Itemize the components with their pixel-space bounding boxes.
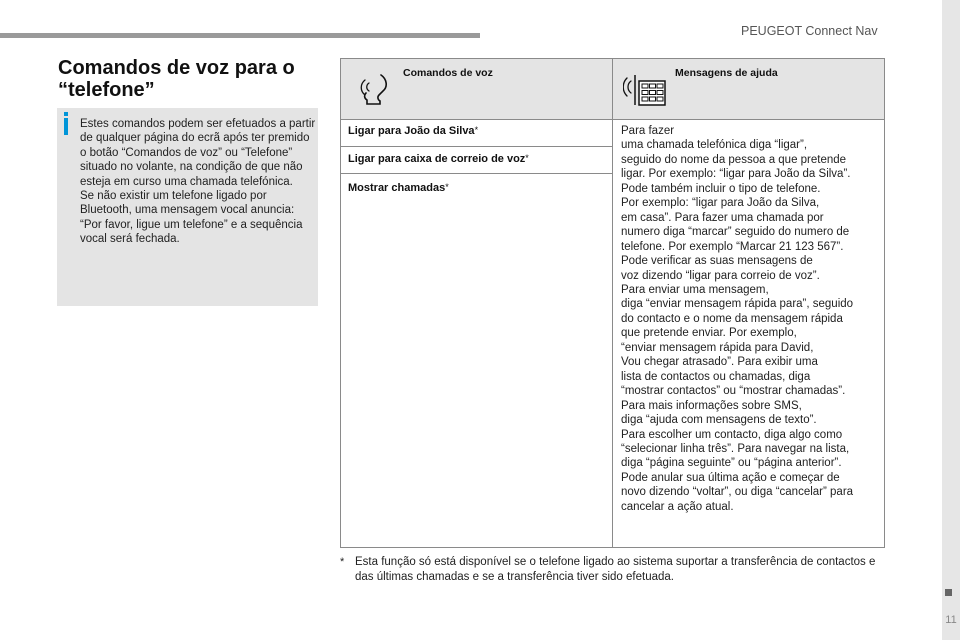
footnote-marker: * <box>340 556 345 568</box>
section-title: Comandos de voz para o “telefone” <box>58 57 295 101</box>
footnote-marker: * <box>445 182 449 192</box>
info-box <box>57 108 318 306</box>
footnote-marker: * <box>525 153 529 163</box>
page-marker-square <box>945 589 952 596</box>
voice-commands-table <box>340 58 885 548</box>
table-header-help <box>613 59 884 119</box>
command-label: Ligar para João da Silva <box>348 125 475 137</box>
command-row <box>348 153 529 165</box>
header-rule <box>0 33 480 38</box>
header-title: PEUGEOT Connect Nav <box>741 24 878 38</box>
column-divider <box>612 119 613 547</box>
info-text: Estes comandos podem ser efetuados a partir de qualquer página do ecrã após ter premido o botão “Comandos de voz” ou “Telefone” situado no volante, na condição de que não esteja em curso uma chamada telefónica. Se não existir um telefone ligado por Bluetooth, uma mensagem vocal anuncia: “Por favor, ligue um telefone” e a sequência vocal será fechada. <box>80 118 316 246</box>
info-icon-dot <box>64 112 68 116</box>
table-header-label: Comandos de voz <box>403 67 493 79</box>
voice-keypad-icon <box>623 71 671 109</box>
row-divider <box>341 173 612 174</box>
page-number: 11 <box>945 614 957 626</box>
help-message-text: Para fazer uma chamada telefónica diga “ligar”, seguido do nome da pessoa a que pretende ligar. Por exemplo: “ligar para João da Silva”. Pode também incluir o tipo de telefone. Por exemplo: “ligar para João da Silva, em casa”. Para fazer uma chamada por numero diga “marcar” seguido do numero de telefone. Por exemplo “Marcar 21 123 567”. Pode verificar as suas mensagens de voz dizendo “ligar para correio de voz”. Para enviar uma mensagem, diga “enviar mensagem rápida para”, seguido do contacto e o nome da mensagem rápida que pretende enviar. Por exemplo, “enviar mensagem rápida para David, Vou chegar atrasado”. Para exibir uma lista de contactos ou chamadas, diga “mostrar contactos” ou “mostrar chamadas”. Para mais informações sobre SMS, diga “ajuda com mensagens de texto”. Para escolher um contacto, diga algo como “selecionar linha três”. Para navegar na lista, diga “página seguinte” ou “página anterior”. Pode anular sua última ação e começar de novo dizendo “voltar”, ou diga “cancelar” para cancelar a ação atual. <box>621 125 854 513</box>
row-divider <box>341 146 612 147</box>
command-row <box>348 125 478 137</box>
footnote-text: Esta função só está disponível se o telefone ligado ao sistema suportar a transferência de contactos e das últimas chamadas e se a transferência tiver sido efetuada. <box>355 556 876 583</box>
command-label: Ligar para caixa de correio de voz <box>348 153 526 165</box>
footnote-marker: * <box>474 125 479 135</box>
page-edge-strip <box>942 0 960 640</box>
table-header-label: Mensagens de ajuda <box>675 67 778 79</box>
command-row <box>348 182 449 194</box>
voice-command-icon <box>359 71 395 107</box>
table-header-commands <box>341 59 613 119</box>
command-label: Mostrar chamadas <box>348 182 446 194</box>
info-icon <box>64 118 68 135</box>
